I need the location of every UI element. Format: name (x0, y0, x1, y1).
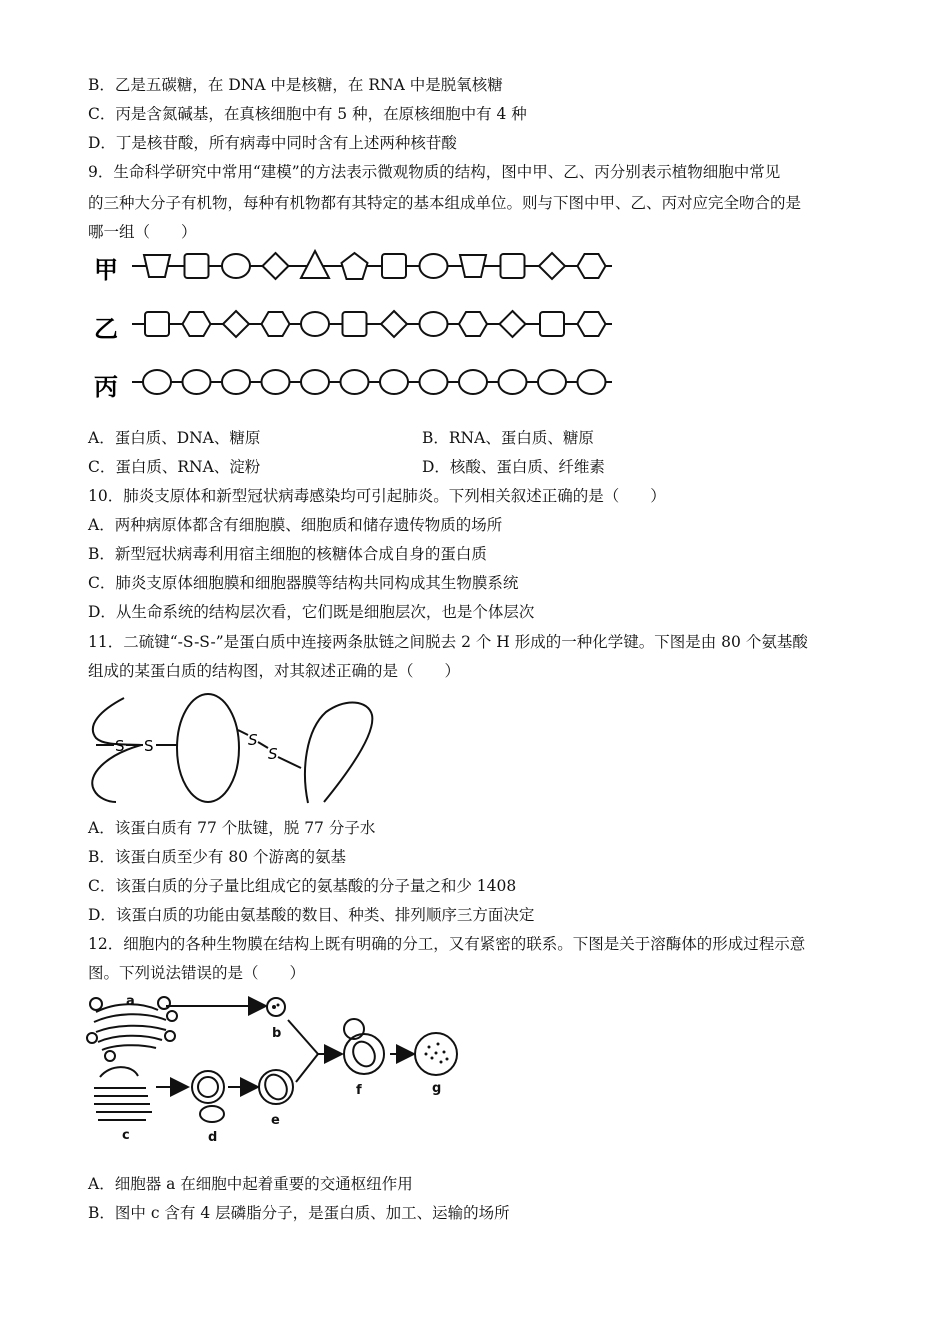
q9-option-d: D．核酸、蛋白质、纤维素 (422, 458, 605, 476)
q8-option-d: D．丁是核苷酸，所有病毒中同时含有上述两种核苷酸 (88, 134, 457, 152)
q9-stem-line3: 哪一组（ ） (88, 223, 197, 241)
q12-option-b: B．图中 c 含有 4 层磷脂分子，是蛋白质、加工、运输的场所 (88, 1204, 510, 1222)
monomer-circle (459, 370, 487, 394)
monomer-circle (222, 370, 250, 394)
q9-option-b: B．RNA、蛋白质、糖原 (422, 429, 594, 447)
monomer-triangle (301, 251, 329, 278)
figure-label-g: g (432, 1081, 442, 1096)
q11-option-c: C．该蛋白质的分子量比组成它的氨基酸的分子量之和少 1408 (88, 877, 517, 895)
lysosome-formation-diagram (86, 992, 466, 1142)
monomer-square (501, 254, 525, 278)
monomer-circle (143, 370, 171, 394)
q9-stem-line1: 9．生命科学研究中常用“建模”的方法表示微观物质的结构，图中甲、乙、丙分别表示植物细胞中常见 (88, 163, 781, 181)
monomer-square (540, 312, 564, 336)
q9-stem-line2: 的三种大分子有机物，每种有机物都有其特定的基本组成单位。则与下图中甲、乙、丙对应完全吻合的是 (88, 194, 802, 212)
monomer-circle (420, 370, 448, 394)
monomer-square (145, 312, 169, 336)
monomer-circle (222, 254, 250, 278)
monomer-circle (183, 370, 211, 394)
sulfur-label: S (268, 745, 278, 763)
sulfur-label: S (144, 737, 154, 755)
monomer-square (343, 312, 367, 336)
chain-label-bing: 丙 (94, 373, 118, 401)
q9-option-c: C．蛋白质、RNA、淀粉 (88, 458, 261, 476)
monomer-circle (380, 370, 408, 394)
monomer-diamond (381, 311, 407, 337)
q12-stem-line2: 图。下列说法错误的是（ ） (88, 964, 306, 982)
sulfur-label: S (248, 731, 258, 749)
monomer-diamond (500, 311, 526, 337)
monomer-trap (144, 255, 170, 277)
sulfur-label: S (115, 737, 125, 755)
monomer-square (185, 254, 209, 278)
q11-option-d: D．该蛋白质的功能由氨基酸的数目、种类、排列顺序三方面决定 (88, 906, 535, 924)
figure-label-f: f (356, 1083, 362, 1098)
macromolecule-chain-diagram (92, 246, 617, 406)
monomer-circle (262, 370, 290, 394)
figure-label-c: c (122, 1128, 130, 1142)
monomer-square (382, 254, 406, 278)
monomer-circle (341, 370, 369, 394)
monomer-circle (420, 254, 448, 278)
figure-label-d: d (208, 1130, 218, 1142)
q9-option-a: A．蛋白质、DNA、糖原 (88, 429, 261, 447)
q10-option-a: A．两种病原体都含有细胞膜、细胞质和储存遗传物质的场所 (88, 516, 503, 534)
figure-label-e: e (271, 1113, 280, 1128)
monomer-diamond (539, 253, 565, 279)
q11-stem-line2: 组成的某蛋白质的结构图，对其叙述正确的是（ ） (88, 662, 461, 680)
monomer-circle (538, 370, 566, 394)
q8-option-c: C．丙是含氮碱基，在真核细胞中有 5 种，在原核细胞中有 4 种 (88, 105, 527, 123)
monomer-circle (420, 312, 448, 336)
q11-option-a: A．该蛋白质有 77 个肽键，脱 77 分子水 (88, 819, 376, 837)
chain-label-jia: 甲 (94, 256, 118, 284)
monomer-diamond (223, 311, 249, 337)
monomer-pentagon (342, 253, 368, 279)
monomer-circle (301, 312, 329, 336)
q10-option-d: D．从生命系统的结构层次看，它们既是细胞层次，也是个体层次 (88, 603, 535, 621)
q11-option-b: B．该蛋白质至少有 80 个游离的氨基 (88, 848, 346, 866)
monomer-diamond (263, 253, 289, 279)
figure-label-a: a (126, 994, 135, 1009)
monomer-hexagon (262, 312, 290, 336)
monomer-hexagon (578, 312, 606, 336)
q8-option-b: B．乙是五碳糖，在 DNA 中是核糖，在 RNA 中是脱氧核糖 (88, 76, 503, 94)
q12-option-a: A．细胞器 a 在细胞中起着重要的交通枢纽作用 (88, 1175, 413, 1193)
monomer-circle (301, 370, 329, 394)
monomer-circle (499, 370, 527, 394)
monomer-hexagon (183, 312, 211, 336)
monomer-hexagon (578, 254, 606, 278)
figure-label-b: b (272, 1026, 282, 1041)
q11-stem-line1: 11．二硫键“-S-S-”是蛋白质中连接两条肽链之间脱去 2 个 H 形成的一种化学键。下图是由 80 个氨基酸 (88, 633, 808, 651)
protein-disulfide-diagram (86, 690, 386, 810)
monomer-circle (578, 370, 606, 394)
q10-stem: 10．肺炎支原体和新型冠状病毒感染均可引起肺炎。下列相关叙述正确的是（ ） (88, 487, 666, 505)
q10-option-c: C．肺炎支原体细胞膜和细胞器膜等结构共同构成其生物膜系统 (88, 574, 519, 592)
monomer-hexagon (459, 312, 487, 336)
monomer-trap (460, 255, 486, 277)
chain-label-yi: 乙 (94, 315, 118, 343)
q12-stem-line1: 12．细胞内的各种生物膜在结构上既有明确的分工，又有紧密的联系。下图是关于溶酶体的形成过程示意 (88, 935, 806, 953)
q10-option-b: B．新型冠状病毒利用宿主细胞的核糖体合成自身的蛋白质 (88, 545, 487, 563)
